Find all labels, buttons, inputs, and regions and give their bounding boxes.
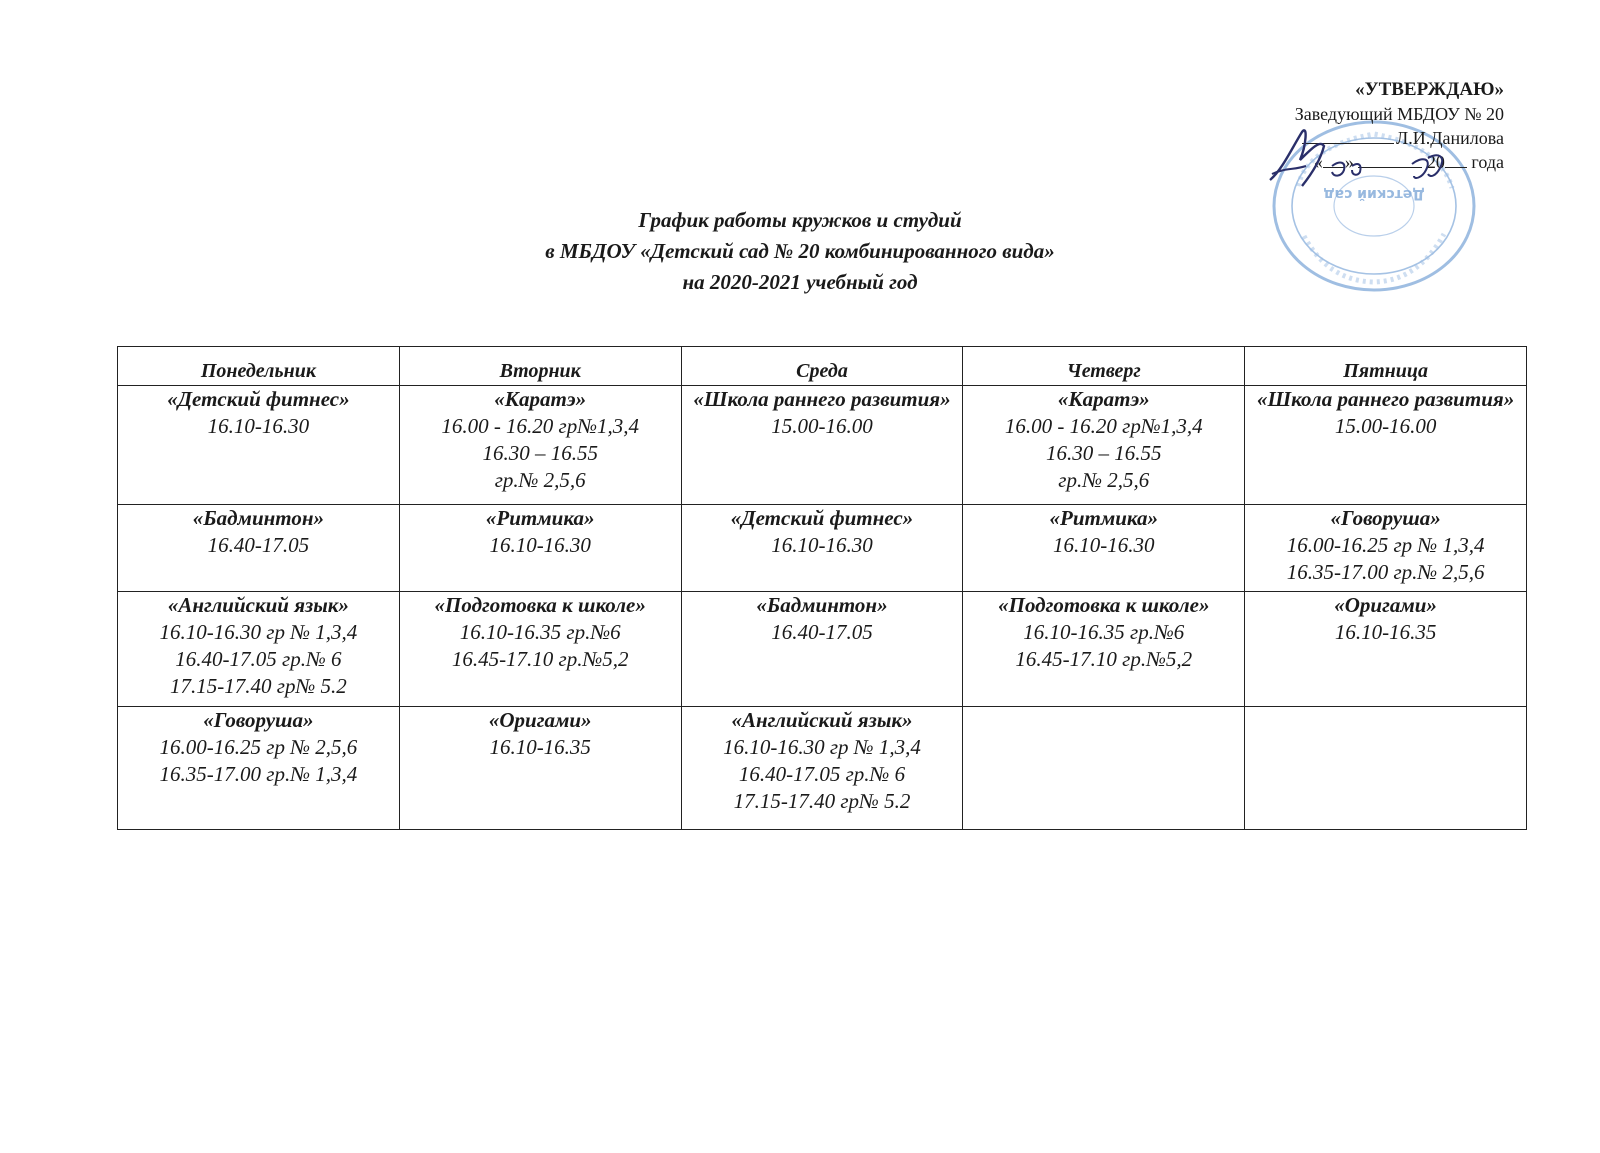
activity-time: 16.00-16.25 гр № 1,3,4 — [1286, 533, 1485, 557]
activity-time: 16.30 – 16.55 — [1046, 441, 1162, 465]
table-cell — [681, 386, 963, 505]
table-cell — [1245, 505, 1527, 592]
table-header-row — [118, 347, 1527, 386]
activity-time: 17.15-17.40 гр№ 5.2 — [733, 789, 911, 813]
schedule-table — [117, 346, 1527, 830]
header-wednesday: Среда — [681, 347, 963, 386]
approval-heading: «УТВЕРЖДАЮ» — [1355, 79, 1504, 100]
activity-name: «Говоруша» — [203, 708, 314, 732]
date-year-prefix: 20 — [1426, 152, 1445, 172]
activity-time: 16.35-17.00 гр.№ 2,5,6 — [1286, 560, 1485, 584]
activity-name: «Каратэ» — [1057, 387, 1150, 411]
table-cell — [118, 707, 400, 830]
approval-position: Заведующий МБДОУ № 20 — [1294, 104, 1504, 124]
activity-name: «Каратэ» — [494, 387, 587, 411]
title-line-3: на 2020-2021 учебный год — [682, 270, 918, 294]
activity-time: гр.№ 2,5,6 — [494, 468, 586, 492]
seal-text: Детский сад — [1323, 186, 1425, 202]
activity-name: «Подготовка к школе» — [998, 593, 1210, 617]
table-cell — [681, 592, 963, 707]
activity-time: 16.10-16.30 гр № 1,3,4 — [723, 735, 921, 759]
activity-time: 15.00-16.00 — [1334, 414, 1437, 438]
activity-name: «Ритмика» — [485, 506, 595, 530]
date-open-quote: « — [1313, 152, 1323, 172]
table-cell — [1245, 386, 1527, 505]
activity-name: «Детский фитнес» — [730, 506, 914, 530]
table-cell — [681, 707, 963, 830]
date-close-quote: » — [1344, 152, 1354, 172]
activity-time: 17.15-17.40 гр№ 5.2 — [170, 674, 347, 698]
date-year-word: года — [1471, 152, 1504, 172]
activity-time: 16.10-16.30 — [771, 533, 873, 557]
approval-name: Л.И.Данилова — [1396, 128, 1504, 148]
header-tuesday: Вторник — [399, 347, 681, 386]
title-line-1: График работы кружков и студий — [638, 208, 962, 232]
table-cell — [399, 707, 681, 830]
activity-name: «Английский язык» — [167, 593, 349, 617]
activity-time: 16.40-17.05 — [207, 533, 310, 557]
activity-name: «Школа раннего развития» — [1256, 387, 1515, 411]
activity-time: 16.45-17.10 гр.№5,2 — [451, 647, 629, 671]
activity-name: «Подготовка к школе» — [434, 593, 646, 617]
activity-name: «Школа раннего развития» — [693, 387, 951, 411]
activity-time: 16.00 - 16.20 гр№1,3,4 — [441, 414, 640, 438]
activity-time: 16.30 – 16.55 — [482, 441, 598, 465]
activity-time: 16.10-16.30 гр № 1,3,4 — [159, 620, 358, 644]
table-cell — [399, 505, 681, 592]
activity-time: 16.10-16.30 — [207, 414, 310, 438]
activity-name: «Оригами» — [1334, 593, 1437, 617]
table-cell — [118, 592, 400, 707]
activity-name: «Бадминтон» — [756, 593, 888, 617]
table-row — [118, 505, 1527, 592]
activity-name: «Бадминтон» — [192, 506, 324, 530]
table-row — [118, 386, 1527, 505]
activity-time: 16.40-17.05 гр.№ 6 — [738, 762, 906, 786]
table-cell — [681, 505, 963, 592]
activity-time: 16.10-16.30 — [489, 533, 591, 557]
table-cell — [118, 386, 400, 505]
title-line-2: в МБДОУ «Детский сад № 20 комбинированного вида» — [545, 239, 1055, 263]
activity-time: 16.10-16.30 — [1053, 533, 1155, 557]
table-row — [118, 707, 1527, 830]
activity-name: «Английский язык» — [731, 708, 913, 732]
activity-time: гр.№ 2,5,6 — [1058, 468, 1150, 492]
header-friday: Пятница — [1245, 347, 1527, 386]
activity-time: 16.40-17.05 — [771, 620, 873, 644]
table-cell — [118, 505, 400, 592]
table-cell — [963, 386, 1245, 505]
table-cell — [1245, 592, 1527, 707]
activity-name: «Детский фитнес» — [167, 387, 350, 411]
table-cell — [399, 592, 681, 707]
activity-name: «Оригами» — [488, 708, 592, 732]
activity-time: 16.45-17.10 гр.№5,2 — [1015, 647, 1193, 671]
table-cell-empty — [1245, 707, 1527, 830]
activity-time: 16.00-16.25 гр № 2,5,6 — [159, 735, 358, 759]
activity-time: 16.40-17.05 гр.№ 6 — [175, 647, 342, 671]
activity-time: 16.10-16.35 гр.№6 — [1023, 620, 1185, 644]
table-cell — [399, 386, 681, 505]
activity-name: «Ритмика» — [1049, 506, 1159, 530]
header-monday: Понедельник — [118, 347, 400, 386]
activity-time: 15.00-16.00 — [771, 414, 873, 438]
header-thursday: Четверг — [963, 347, 1245, 386]
activity-time: 16.00 - 16.20 гр№1,3,4 — [1004, 414, 1203, 438]
handwritten-signature-icon — [1262, 126, 1462, 196]
activity-time: 16.10-16.35 — [1334, 620, 1437, 644]
table-cell-empty — [963, 707, 1245, 830]
activity-time: 16.35-17.00 гр.№ 1,3,4 — [159, 762, 358, 786]
activity-time: 16.10-16.35 гр.№6 — [459, 620, 621, 644]
table-cell — [963, 592, 1245, 707]
table-cell — [963, 505, 1245, 592]
table-row — [118, 592, 1527, 707]
activity-time: 16.10-16.35 — [489, 735, 591, 759]
activity-name: «Говоруша» — [1330, 506, 1441, 530]
